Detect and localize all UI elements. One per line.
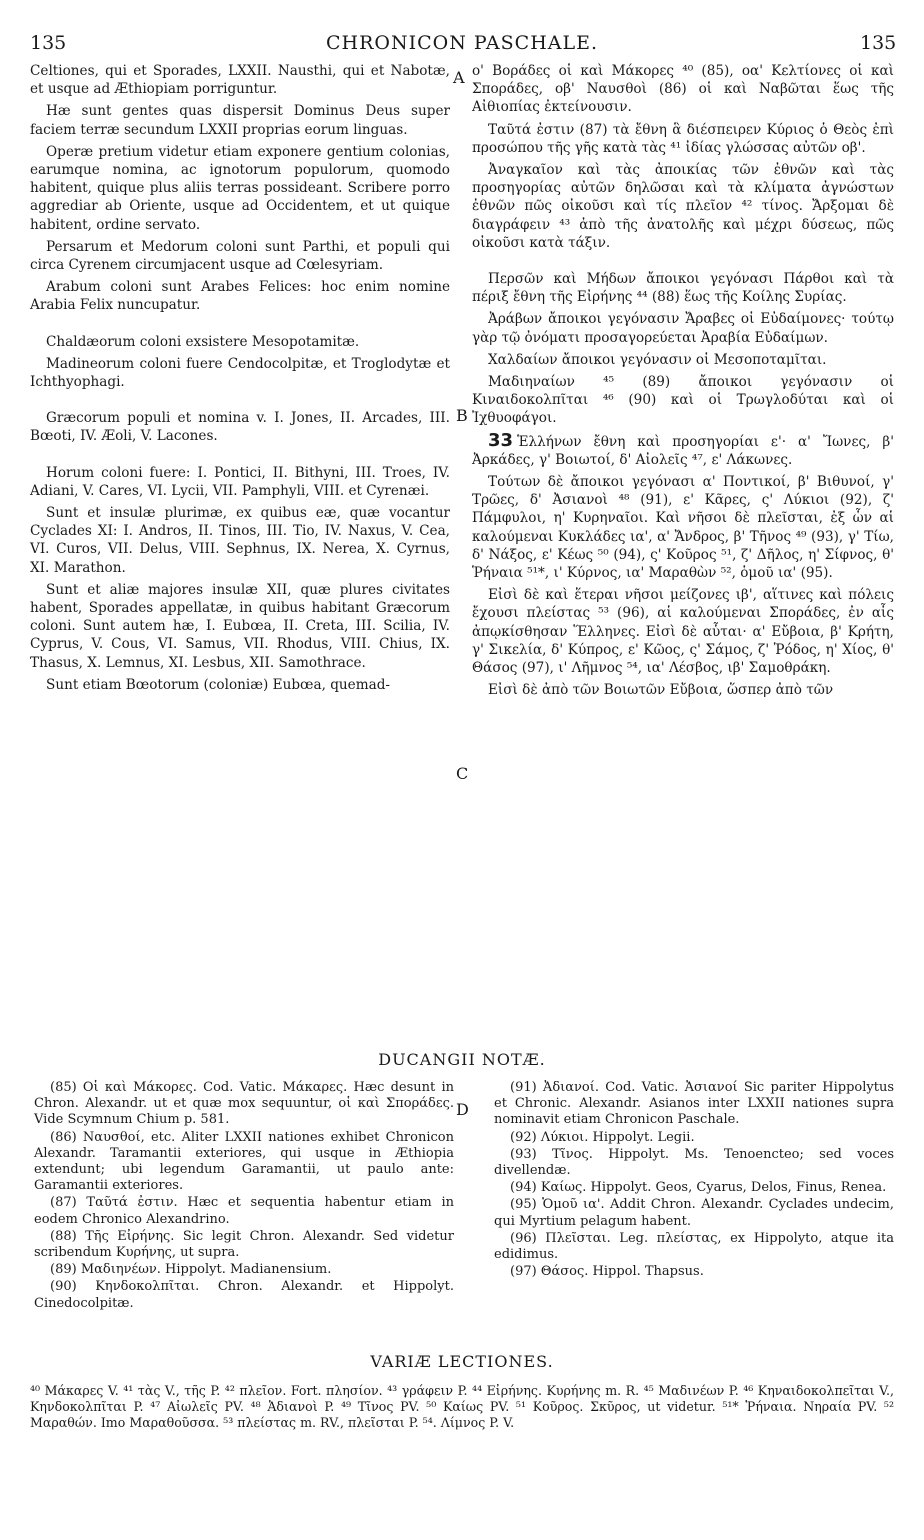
section-number: 33 [488, 429, 514, 451]
greek-column [472, 62, 894, 704]
note-entry: (90) Κηνδοκολπῖται. Chron. Alexandr. et Hippolyt. Cinedocolpitæ. [34, 1279, 454, 1311]
note-entry: (94) Καίως. Hippolyt. Geos, Cyarus, Delos, Finus, Renea. [510, 1180, 887, 1196]
note-entry: (87) Ταῦτά ἐστιν. Hæc et sequentia habentur etiam in eodem Chronico Alexandrino. [34, 1195, 454, 1227]
margin-letter-d: D [456, 1100, 469, 1119]
greek-paragraph: Ἀναγκαῖον καὶ τὰς ἀποικίας τῶν ἐθνῶν καὶ τὰς προσηγορίας αὐτῶν δηλῶσαι καὶ τὰ κλίματα ἀγνώστων ἐθνῶν πῶς οἰκοῦσι καὶ τίς πλεῖον ⁴² τίνος. Ἄρξομαι δὲ διαγράφειν ⁴³ ἀπὸ τῆς ἀνατολῆς καὶ μέχρι δύσεως, πῶς οἰκοῦσι κατὰ τάξιν. [472, 162, 894, 251]
spacer [30, 319, 450, 333]
running-title: CHRONICON PASCHALE. [325, 32, 599, 54]
note-entry: (86) Ναυσθοί, etc. Aliter LXXII nationes exhibet Chronicon Alexandr. Taramantii exteriores, qui usque in Æthiopia extendunt; ubi legendum Garamantii, ut paulo ante: Garamantii exteriores. [34, 1129, 454, 1194]
latin-paragraph: Chaldæorum coloni exsistere Mesopotamitæ. [46, 333, 360, 350]
margin-letter-a: A [453, 68, 465, 87]
page-number-right: 135 [860, 32, 897, 54]
greek-paragraph: Τούτων δὲ ἄποικοι γεγόνασι α' Ποντικοί, β' Βιθυνοί, γ' Τρῶες, δ' Ἀσιανοὶ ⁴⁸ (91), ε' Κᾶρες, ς' Λύκιοι (92), ζ' Πάμφυλοι, η' Κυρηναῖοι. Καὶ νῆσοι δὲ πλεῖσται, ἐξ ὧν αἱ καλούμεναι Κυκλάδες ια', α' Ἄνδρος, β' Τῆνος ⁴⁹ (93), γ' Τίω, δ' Νάξος, ε' Κέως ⁵⁰ (94), ς' Κοῦρος ⁵¹, ζ' Δῆλος, η' Σίφνος, θ' Ῥήναια ⁵¹*, ι' Κύρνος, ια' Μαραθὼν ⁵², ὁμοῦ ια' (95). [472, 474, 894, 582]
latin-paragraph: Persarum et Medorum coloni sunt Parthi, et populi qui circa Cyrenem circumjacent usque ad Cœlesyriam. [30, 238, 450, 274]
greek-paragraph: Εἰσὶ δὲ καὶ ἕτεραι νῆσοι μείζονες ιβ', αἵτινες καὶ πόλεις ἔχουσι πλείστας ⁵³ (96), αἱ καλούμεναι Σποράδες, ἐν αἷς ἀπῳκίσθησαν Ἕλληνες. Εἰσὶ δὲ αὗται· α' Εὔβοια, β' Κρήτη, γ' Σικελία, δ' Κύπρος, ε' Κῶος, ς' Σάμος, ζ' Ῥόδος, η' Χίος, θ' Θάσος (97), ι' Λῆμνος ⁵⁴, ια' Λέσβος, ιβ' Σαμοθράκη. [472, 587, 894, 677]
latin-paragraph: Madineorum coloni fuere Cendocolpitæ, et Troglodytæ et Ichthyophagi. [30, 355, 450, 391]
greek-paragraph-text: Ἑλλήνων ἔθνη καὶ προσηγορίαι ε'· α' Ἴωνες, β' Ἀρκάδες, γ' Βοιωτοί, δ' Αἰολεῖς ⁴⁷, ε' Λάκωνες. [472, 433, 894, 468]
latin-paragraph: Sunt etiam Bœotorum (coloniæ) Eubœa, quemad- [46, 676, 390, 693]
latin-paragraph: Arabum coloni sunt Arabes Felices: hoc enim nomine Arabia Felix nuncupatur. [30, 279, 450, 314]
latin-paragraph: Græcorum populi et nomina v. I. Jones, II. Arcades, III. Bœoti, IV. Æoli, V. Lacones. [30, 410, 450, 445]
note-entry: (89) Μαδιηνέων. Hippolyt. Madianensium. [50, 1262, 332, 1278]
variae-lectiones-title: VARIÆ LECTIONES. [370, 1352, 554, 1371]
greek-paragraph: Χαλδαίων ἄποικοι γεγόνασιν οἱ Μεσοποταμῖται. [488, 351, 827, 368]
greek-paragraph: Περσῶν καὶ Μήδων ἄποικοι γεγόνασι Πάρθοι καὶ τὰ πέριξ ἔθνη τῆς Εἰρήνης ⁴⁴ (88) ἕως τῆς Κοίλης Συρίας. [472, 271, 894, 306]
margin-letter-b: B [456, 406, 468, 425]
latin-paragraph: Sunt et insulæ plurimæ, ex quibus eæ, quæ vocantur Cyclades XI: I. Andros, II. Tinos, III. Tio, IV. Naxus, V. Cea, VI. Curos, VII. Delus, VIII. Sephnus, IX. Nerea, X. Cyrnus, XI. Marathon. [30, 505, 450, 576]
note-entry: (85) Οἱ καὶ Μάκορες. Cod. Vatic. Μάκαρες. Hæc desunt in Chron. Alexandr. ut et quæ mox sequuntur, οἱ καὶ Σποράδες. Vide Scymnum Chium p. 581. [34, 1080, 454, 1128]
note-entry: (95) Ὁμοῦ ια'. Addit Chron. Alexandr. Cyclades undecim, qui Myrtium pelagum habent. [494, 1197, 894, 1229]
notes-left-column [34, 1080, 454, 1313]
greek-paragraph: ο' Βοράδες οἱ καὶ Μάκορες ⁴⁰ (85), οα' Κελτίονες οἱ καὶ Σποράδες, οβ' Ναυσθοὶ (86) οἱ καὶ Ναβῶται ἕως τῆς Αἰθιοπίας ἐκτείνουσιν. [472, 63, 894, 116]
spacer [30, 395, 450, 409]
ducange-notes-title: DUCANGII NOTÆ. [378, 1050, 546, 1069]
latin-paragraph: Sunt et aliæ majores insulæ XII, quæ plures civitates habent, Sporades appellatæ, in quibus habitant Græcorum coloni. Sunt autem hæ, I. Eubœa, II. Creta, III. Scilia, IV. Cyprus, V. Cous, VI. Samus, VII. Rhodus, VIII. Chius, IX. Thasus, X. Lemnus, XI. Lesbus, XII. Samothrace. [30, 581, 450, 671]
note-entry: (92) Λύκιοι. Hippolyt. Legii. [510, 1129, 695, 1145]
latin-paragraph: Celtiones, qui et Sporades, LXXII. Nausthi, qui et Nabotæ, et usque ad Æthiopiam porriguntur. [30, 63, 450, 98]
greek-paragraph: Ταῦτά ἐστιν (87) τὰ ἔθνη ἃ διέσπειρεν Κύριος ὁ Θεὸς ἐπὶ προσώπου τῆς γῆς κατὰ τὰς ⁴¹ ἰδίας γλώσσας αὐτῶν οβ'. [472, 121, 894, 156]
note-entry: (93) Τῖνος. Hippolyt. Ms. Tenoencteo; sed voces divellendæ. [494, 1146, 894, 1179]
greek-paragraph: Ἀράβων ἄποικοι γεγόνασιν Ἄραβες οἱ Εὐδαίμονες· τούτῳ γὰρ τῷ ὀνόματι προσαγορεύεται Ἀραβία Εὐδαίμων. [472, 311, 894, 346]
latin-paragraph: Hæ sunt gentes quas dispersit Dominus Deus super faciem terræ secundum LXXII proprias eorum linguas. [30, 103, 450, 138]
page-number-left: 135 [30, 32, 67, 54]
latin-paragraph: Horum coloni fuere: I. Pontici, II. Bithyni, III. Troes, IV. Adiani, V. Cares, VI. Lycii, VII. Pamphyli, VIII. et Cyrenæi. [30, 464, 450, 499]
greek-paragraph: Εἰσὶ δὲ ἀπὸ τῶν Βοιωτῶν Εὔβοια, ὥσπερ ἀπὸ τῶν [488, 682, 834, 699]
note-entry: (97) Θάσος. Hippol. Thapsus. [510, 1264, 704, 1280]
margin-letter-c: C [456, 764, 469, 783]
greek-paragraph-section [472, 429, 894, 469]
greek-paragraph: Μαδιηναίων ⁴⁵ (89) ἄποικοι γεγόνασιν οἱ Κιναιδοκολπῖται ⁴⁶ (90) καὶ οἱ Τρωγλοδύται καὶ οἱ Ἰχθυοφάγοι. [472, 374, 894, 427]
variae-lectiones-text: ⁴⁰ Μάκαρες V. ⁴¹ τὰς V., τῆς P. ⁴² πλεῖον. Fort. πλησίον. ⁴³ γράφειν P. ⁴⁴ Εἰρήνης. Κυρήνης m. R. ⁴⁵ Μαδινέων P. ⁴⁶ Κηναιδοκολπεῖται V., Κηνδοκολπῖται P. ⁴⁷ Αἰωλεῖς PV. ⁴⁸ Ἀδιανοὶ P. ⁴⁹ Τῖνος PV. ⁵⁰ Καίως PV. ⁵¹ Κοῦρος. Σκῦρος, ut videtur. ⁵¹* Ῥήναια. Νηραία PV. ⁵² Μαραθών. Imo Μαραθοῦσσα. ⁵³ πλείστας m. RV., πλεῖσται P. ⁵⁴. Λίμνος P. V. [30, 1383, 894, 1430]
note-entry: (88) Τῆς Εἰρήνης. Sic legit Chron. Alexandr. Sed videtur scribendum Κυρήνης, ut supra. [34, 1228, 454, 1261]
page-header [0, 28, 924, 58]
latin-column [30, 62, 450, 698]
note-entry: (91) Ἀδιανοί. Cod. Vatic. Ἀσιανοί Sic pariter Hippolytus et Chronic. Alexandr. Asianos inter LXXII nationes supra nominavit etiam Chronicon Paschale. [494, 1080, 894, 1128]
spacer [30, 450, 450, 464]
latin-paragraph: Operæ pretium videtur etiam exponere gentium colonias, earumque nomina, ac ignotorum populorum, quomodo habitent, quique plus aliis terras possideant. Scribere porro aggrediar ab Oriente, usque ad Occidentem, et ut quique habitent, ordine servato. [30, 143, 450, 233]
notes-right-column [494, 1080, 894, 1281]
note-entry: (96) Πλεῖσται. Leg. πλείστας, ex Hippolyto, atque ita edidimus. [494, 1230, 894, 1263]
spacer [472, 256, 894, 270]
